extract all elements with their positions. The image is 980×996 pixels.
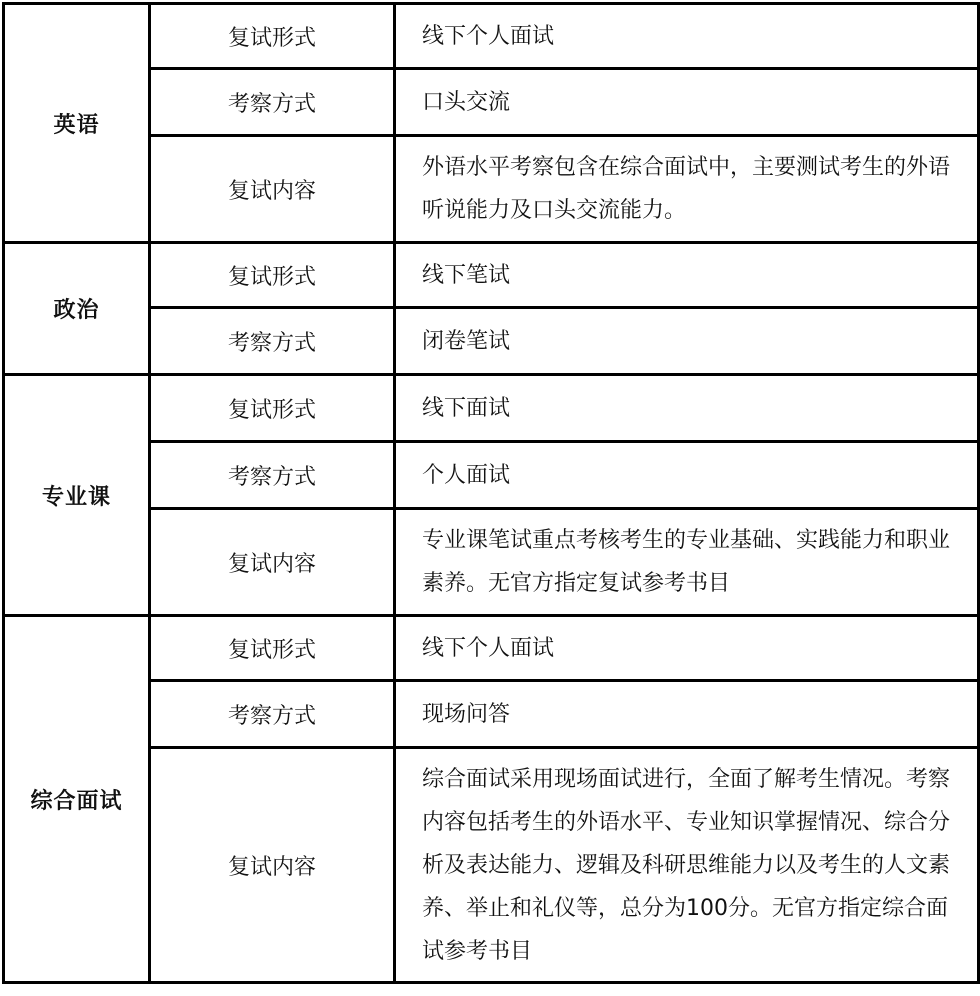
- table-row: [4, 442, 979, 509]
- detail-cell: 闭卷笔试: [395, 308, 979, 375]
- item-cell: 复试内容: [150, 748, 395, 983]
- table-row: [4, 4, 979, 69]
- table-row: [4, 243, 979, 308]
- subject-cell-major: 专业课: [4, 375, 150, 616]
- item-cell: 考察方式: [150, 308, 395, 375]
- item-cell: 复试形式: [150, 375, 395, 442]
- detail-cell: 线下个人面试: [395, 4, 979, 69]
- table-row: [4, 616, 979, 681]
- table-row: [4, 69, 979, 136]
- table-row: [4, 136, 979, 243]
- item-cell: 复试形式: [150, 616, 395, 681]
- item-cell: 复试形式: [150, 4, 395, 69]
- table-row: [4, 681, 979, 748]
- detail-cell: 线下面试: [395, 375, 979, 442]
- detail-cell: 外语水平考察包含在综合面试中，主要测试考生的外语听说能力及口头交流能力。: [395, 136, 979, 243]
- table-row: [4, 509, 979, 616]
- detail-cell: 专业课笔试重点考核考生的专业基础、实践能力和职业素养。无官方指定复试参考书目: [395, 509, 979, 616]
- item-cell: 考察方式: [150, 681, 395, 748]
- subject-cell-english: 英语: [4, 4, 150, 243]
- item-cell: 复试内容: [150, 509, 395, 616]
- table-row: [4, 748, 979, 983]
- detail-cell: 现场问答: [395, 681, 979, 748]
- item-cell: 考察方式: [150, 442, 395, 509]
- detail-cell: 线下笔试: [395, 243, 979, 308]
- table-row: [4, 375, 979, 442]
- table-row: [4, 308, 979, 375]
- item-cell: 考察方式: [150, 69, 395, 136]
- item-cell: 复试形式: [150, 243, 395, 308]
- subject-cell-politics: 政治: [4, 243, 150, 375]
- subject-cell-comprehensive-interview: 综合面试: [4, 616, 150, 983]
- item-cell: 复试内容: [150, 136, 395, 243]
- detail-cell: 口头交流: [395, 69, 979, 136]
- detail-cell: 线下个人面试: [395, 616, 979, 681]
- detail-cell: 综合面试采用现场面试进行，全面了解考生情况。考察内容包括考生的外语水平、专业知识掌握情况、综合分析及表达能力、逻辑及科研思维能力以及考生的人文素养、举止和礼仪等，总分为100分。无官方指定综合面试参考书目: [395, 748, 979, 983]
- detail-cell: 个人面试: [395, 442, 979, 509]
- retest-info-table: [2, 2, 980, 984]
